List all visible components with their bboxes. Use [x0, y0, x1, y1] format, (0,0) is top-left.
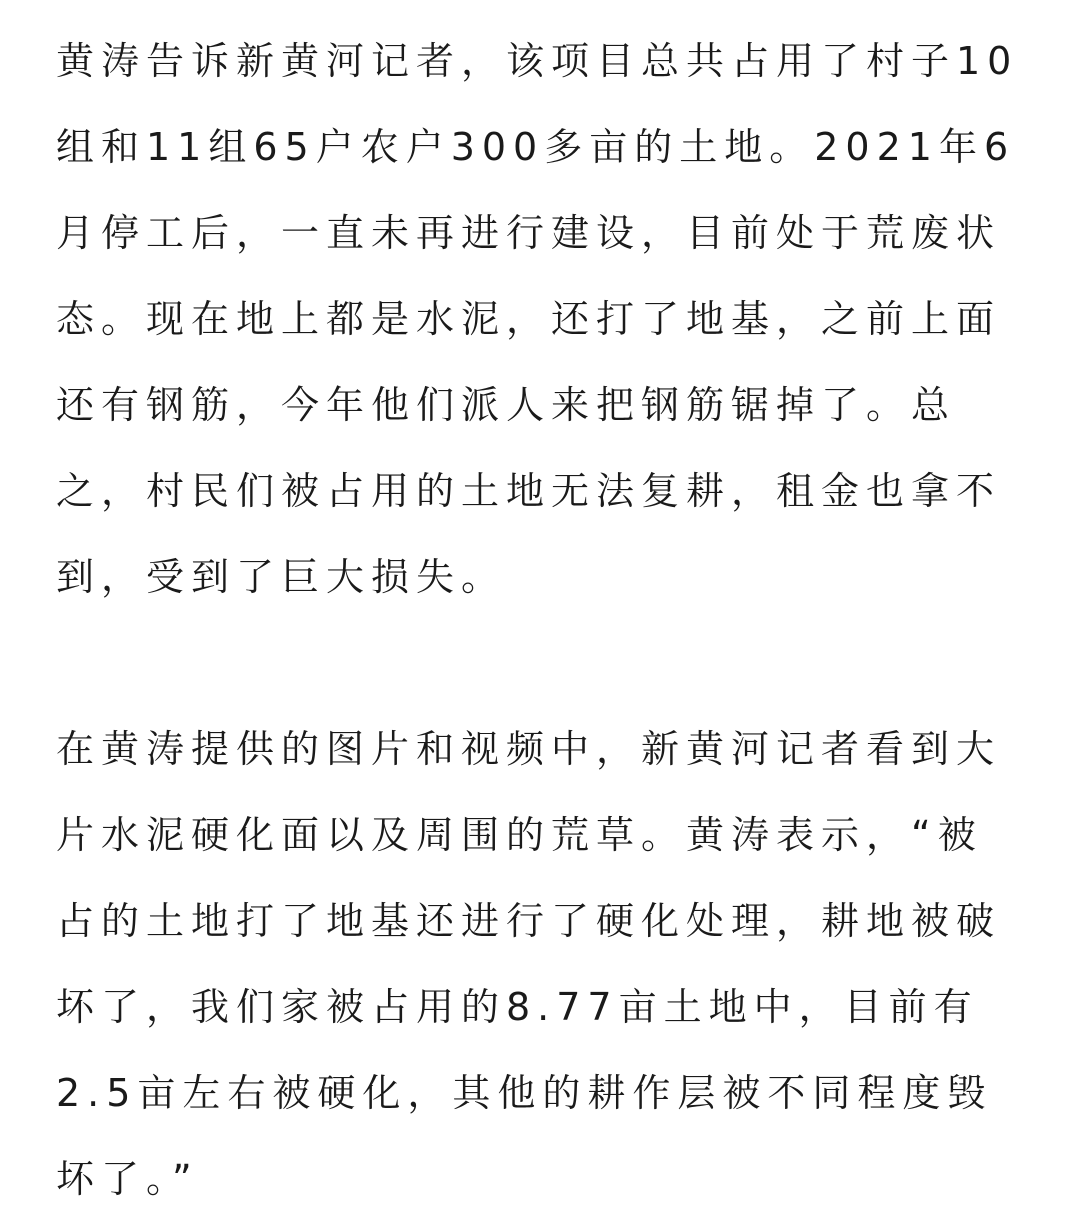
text-line: 2.5亩左右被硬化，其他的耕作层被不同程度毁 [56, 1071, 993, 1115]
paragraph-1 [56, 18, 1024, 620]
text-line: 组和11组65户农户300多亩的土地。2021年6 [56, 125, 1016, 169]
text-line: 月停工后，一直未再进行建设，目前处于荒废状 [56, 211, 1002, 255]
article-body [56, 18, 1024, 1222]
text-line: 在黄涛提供的图片和视频中，新黄河记者看到大 [56, 727, 1002, 771]
text-line: 态。现在地上都是水泥，还打了地基，之前上面 [56, 297, 1002, 341]
text-line: 片水泥硬化面以及周围的荒草。黄涛表示，“被 [56, 813, 983, 857]
text-line: 还有钢筋，今年他们派人来把钢筋锯掉了。总 [56, 383, 957, 427]
text-line: 之，村民们被占用的土地无法复耕，租金也拿不 [56, 469, 1002, 513]
text-line: 黄涛告诉新黄河记者，该项目总共占用了村子10 [56, 39, 1019, 83]
text-line: 到，受到了巨大损失。 [56, 555, 507, 599]
text-line: 坏了。” [56, 1157, 199, 1201]
text-line: 占的土地打了地基还进行了硬化处理，耕地被破 [56, 899, 1002, 943]
text-line: 坏了，我们家被占用的8.77亩土地中，目前有 [56, 985, 979, 1029]
paragraph-2 [56, 706, 1024, 1222]
